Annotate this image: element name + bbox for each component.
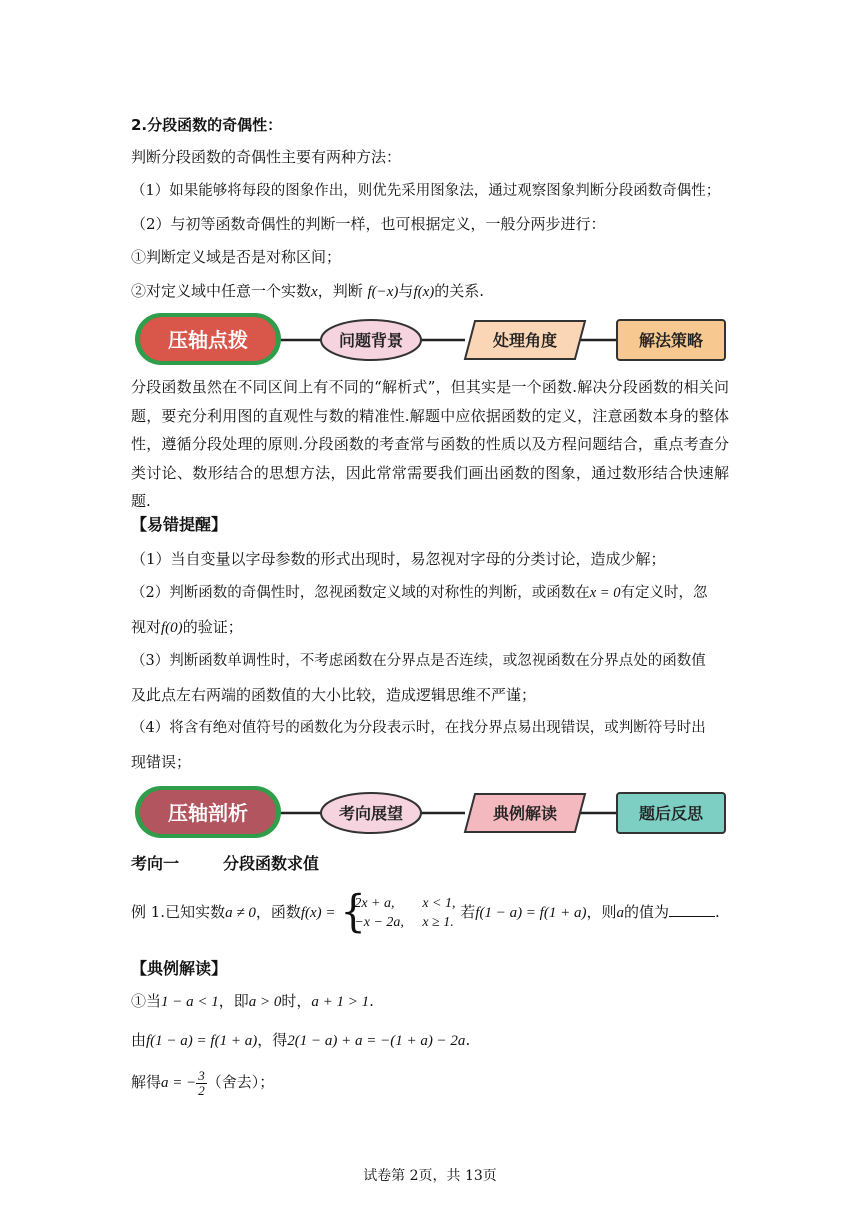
banner-tip bbox=[131, 309, 731, 369]
banner-analysis-item2-label: 典例解读 bbox=[492, 804, 558, 823]
pitfall-4-cont: 现错误； bbox=[131, 753, 192, 771]
pitfall-3: （3）判断函数单调性时，不考虑函数在分界点是否连续，或忽视函数在分界点处的函数值 bbox=[131, 653, 706, 669]
piecewise-function: { 2x + a, x < 1, −x − 2a, x ≥ 1. bbox=[340, 886, 456, 938]
banner-analysis-item3-label: 题后反思 bbox=[638, 804, 704, 823]
pitfalls-title: 【易错提醒】 bbox=[131, 515, 228, 534]
math-x: x bbox=[311, 284, 318, 300]
solution-title: 【典例解读】 bbox=[131, 959, 228, 978]
answer-blank[interactable] bbox=[669, 902, 715, 917]
math-a-neq-0: a ≠ 0 bbox=[225, 905, 256, 921]
topic-line bbox=[131, 853, 319, 875]
pitfall-4: （4）将含有绝对值符号的函数化为分段表示时，在找分界点易出现错误，或判断符号时出 bbox=[131, 720, 706, 736]
banner-tip-item1-label: 问题背景 bbox=[338, 331, 404, 350]
topic-label: 考向一 bbox=[131, 854, 180, 873]
banner-tip-main-label: 压轴点拨 bbox=[168, 328, 248, 352]
method-1: （1）如果能够将每段的图象作出，则优先采用图象法，通过观察图象判断分段函数奇偶性； bbox=[131, 183, 721, 199]
pitfall-2: （2）判断函数的奇偶性时，忽视函数定义域的对称性的判断，或函数在x = 0有定义时，忽 bbox=[131, 585, 708, 601]
banner-tip-item3-label: 解法策略 bbox=[638, 331, 704, 350]
example-1: 例 1.已知实数a ≠ 0，函数f(x) = { 2x + a, x < 1, −x − 2a, x ≥ 1. 若f(1 − a) = f(1 + a)，则a的值为 . bbox=[131, 886, 720, 938]
fraction-3-2: $\frac{3}{2}$ bbox=[198, 1067, 205, 1098]
math-x-eq-0: x = 0 bbox=[589, 585, 621, 601]
banner-analysis bbox=[131, 782, 731, 842]
banner-analysis-main-label: 压轴剖析 bbox=[168, 801, 248, 825]
solution-line-1: ①当1 − a < 1，即a > 0时，a + 1 > 1. bbox=[131, 992, 374, 1010]
method-2: （2）与初等函数奇偶性的判断一样，也可根据定义，一般分两步进行： bbox=[131, 215, 606, 233]
math-f-0: f(0) bbox=[161, 620, 183, 636]
topic-title: 分段函数求值 bbox=[223, 854, 320, 873]
page-footer: 试卷第 2页，共 13页 bbox=[363, 1168, 497, 1184]
step-2: ②对定义域中任意一个实数x，判断 f(−x)与f(x)的关系. bbox=[131, 282, 485, 300]
math-fx-def: f(x) = bbox=[300, 905, 336, 921]
section-heading: 2.分段函数的奇偶性： bbox=[131, 116, 283, 134]
math-f-neg-x: f(−x) bbox=[367, 284, 399, 300]
banner-tip-item2-label: 处理角度 bbox=[492, 331, 558, 350]
pitfall-1: （1）当自变量以字母参数的形式出现时，易忽视对字母的分类讨论，造成少解； bbox=[131, 550, 666, 568]
banner-analysis-item1-label: 考向展望 bbox=[338, 804, 404, 823]
solution-line-3: 解得a = − $\frac{3}{2}$ （舍去）； bbox=[131, 1067, 275, 1098]
step-1: ①判断定义域是否是对称区间； bbox=[131, 248, 342, 266]
math-f-x: f(x) bbox=[413, 284, 435, 300]
section-intro: 判断分段函数的奇偶性主要有两种方法： bbox=[131, 148, 402, 166]
math-condition: f(1 − a) = f(1 + a) bbox=[475, 905, 587, 921]
pitfall-3-cont: 及此点左右两端的函数值的大小比较，造成逻辑思维不严谨； bbox=[131, 686, 537, 704]
solution-line-2: 由f(1 − a) = f(1 + a)，得2(1 − a) + a = −(1 + a) − 2a. bbox=[131, 1031, 471, 1049]
overview-paragraph: 分段函数虽然在不同区间上有不同的“解析式”，但其实是一个函数.解决分段函数的相关问题，要充分利用图的直观性与数的精准性.解题中应依据函数的定义，注意函数本身的整体性，遵循分段处理的原则.分段函数的考查常与函数的性质以及方程问题结合，重点考查分类讨论、数形结合的思想方法，因此常常需要我们画出函数的图象，通过数形结合快速解题. bbox=[131, 378, 729, 510]
pitfall-2-cont: 视对f(0)的验证； bbox=[131, 618, 243, 636]
